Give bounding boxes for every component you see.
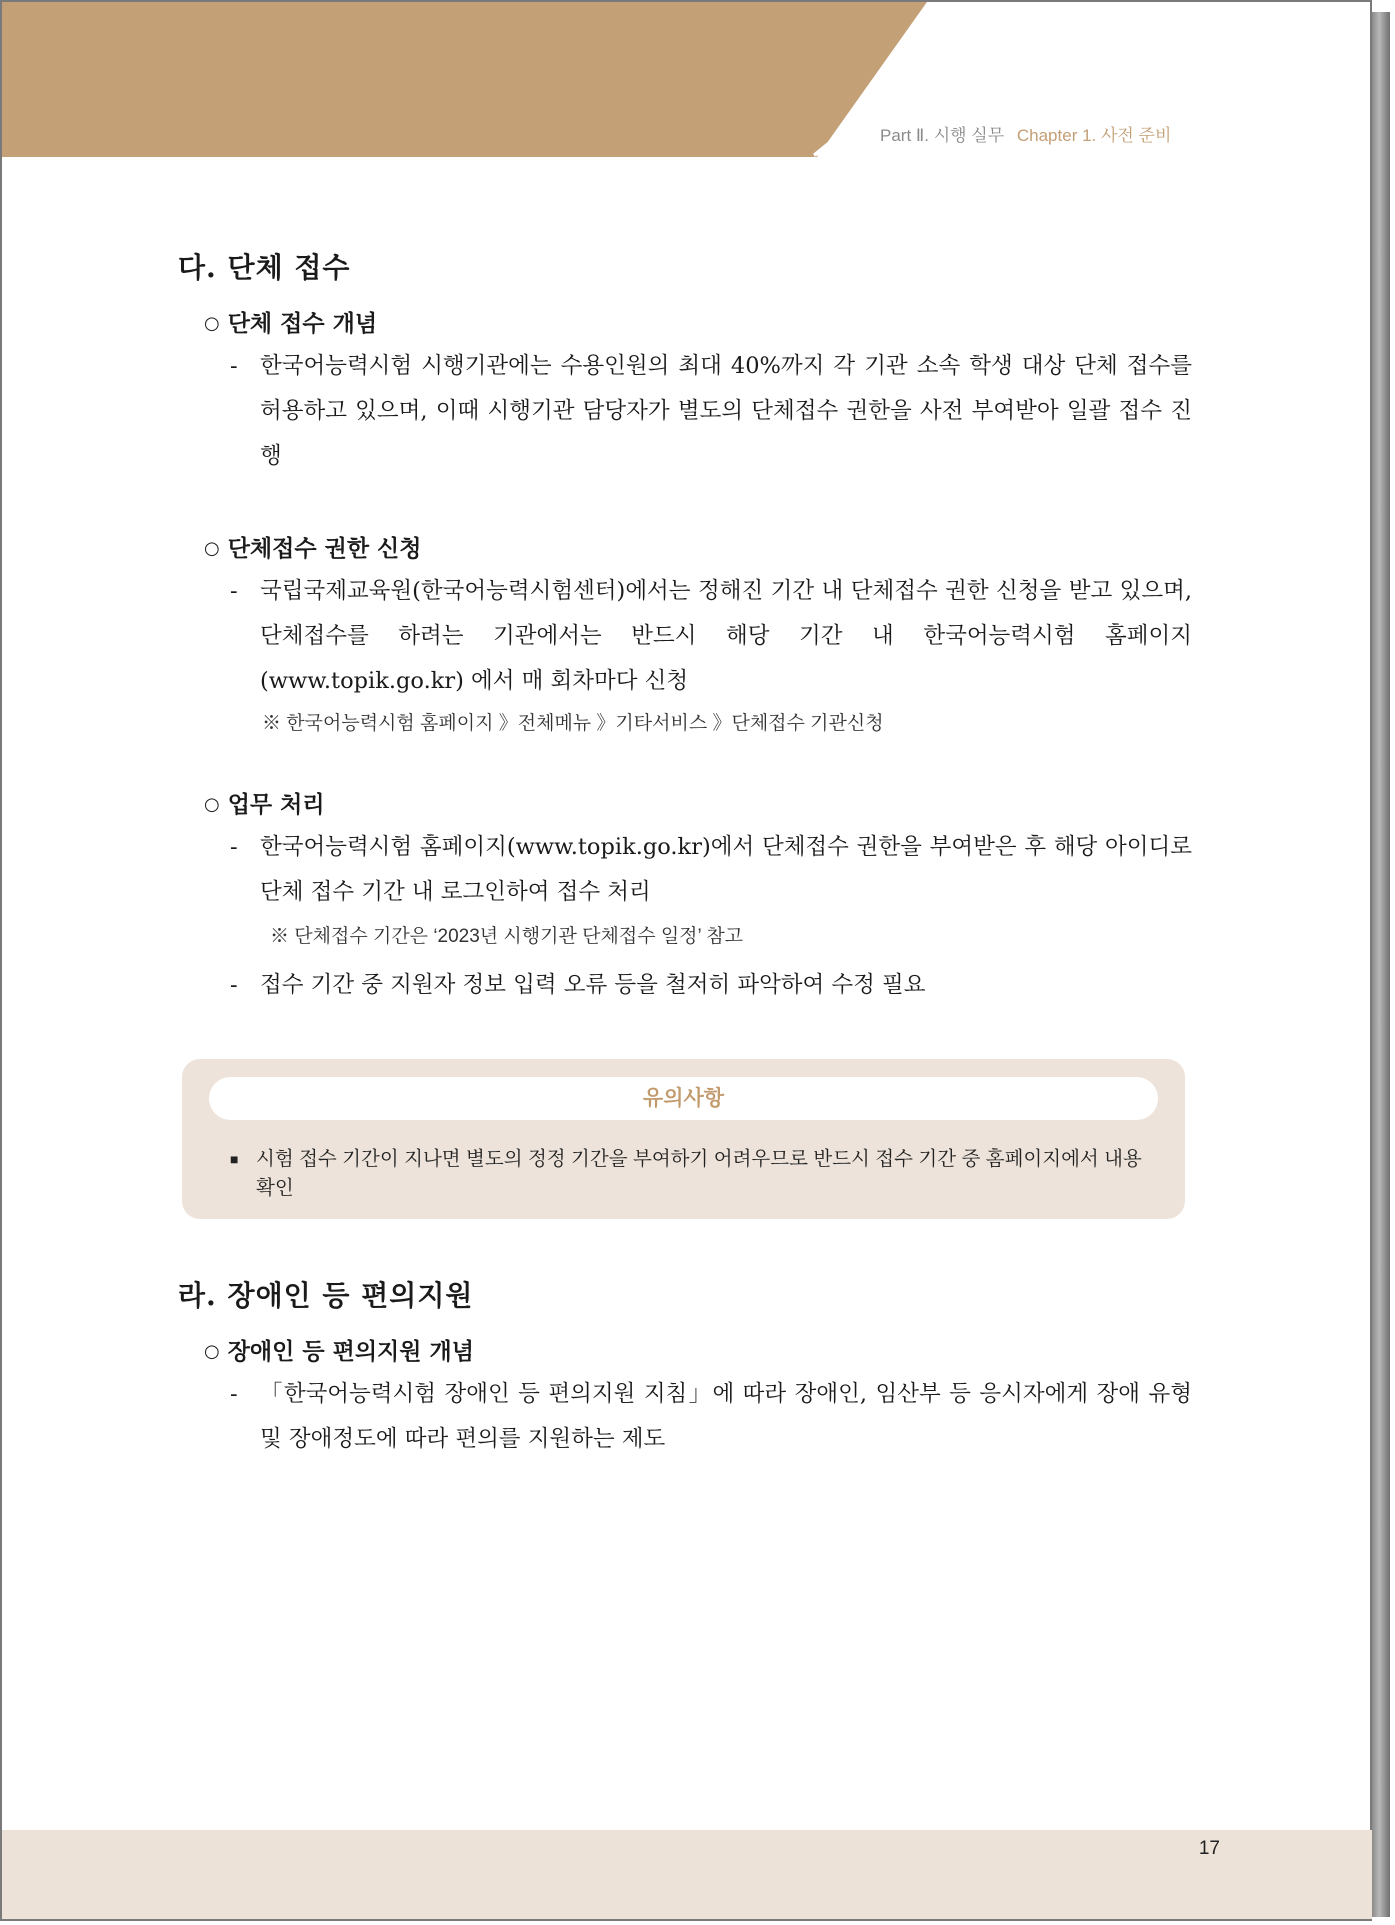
dash-bullet-icon: - bbox=[230, 578, 238, 604]
paragraph-concept bbox=[230, 344, 1192, 479]
section-title-ra: 라. 장애인 등 편의지원 bbox=[178, 1279, 474, 1312]
paragraph-apply-text: 국립국제교육원(한국어능력시험센터)에서는 정해진 기간 내 단체접수 권한 신청을 받고 있으며, 단체접수를 하려는 기관에서는 반드시 해당 기간 내 한국어능력시험 홈페이지(www.topik.go.kr) 에서 매 회차마다 신청 bbox=[260, 578, 1192, 694]
circle-bullet-icon: ○ bbox=[204, 794, 220, 815]
paragraph-disability bbox=[230, 1372, 1192, 1462]
header-band-fill bbox=[2, 2, 927, 157]
circle-bullet-icon: ○ bbox=[204, 313, 220, 334]
paragraph-process-1-text: 한국어능력시험 홈페이지(www.topik.go.kr)에서 단체접수 권한을 부여받은 후 해당 아이디로 단체 접수 기간 내 로그인하여 접수 처리 bbox=[260, 834, 1192, 905]
page-number: 17 bbox=[1198, 1838, 1220, 1859]
subheading-disability bbox=[204, 1333, 474, 1366]
note-apply: ※ 한국어능력시험 홈페이지 》전체메뉴 》기타서비스 》단체접수 기관신청 bbox=[262, 713, 884, 734]
circle-bullet-icon: ○ bbox=[204, 1341, 220, 1362]
header-part: Part Ⅱ. 시행 실무 bbox=[880, 126, 1005, 145]
running-header bbox=[880, 121, 1171, 146]
subheading-apply-label: 단체접수 권한 신청 bbox=[227, 535, 422, 562]
dash-bullet-icon: - bbox=[230, 353, 238, 379]
header-chapter: Chapter 1. 사전 준비 bbox=[1016, 126, 1172, 145]
paragraph-apply bbox=[230, 569, 1192, 704]
subheading-concept-label: 단체 접수 개념 bbox=[227, 310, 378, 337]
note-process: ※ 단체접수 기간은 ‘2023년 시행기관 단체접수 일정’ 참고 bbox=[270, 926, 744, 947]
dash-bullet-icon: - bbox=[230, 972, 238, 998]
subheading-process bbox=[204, 786, 325, 819]
subheading-apply bbox=[204, 530, 421, 563]
subheading-concept bbox=[204, 305, 377, 338]
dash-bullet-icon: - bbox=[230, 1381, 238, 1407]
notice-box bbox=[182, 1059, 1185, 1219]
circle-bullet-icon: ○ bbox=[204, 538, 220, 559]
subheading-disability-label: 장애인 등 편의지원 개념 bbox=[227, 1338, 474, 1365]
paragraph-disability-text: 「한국어능력시험 장애인 등 편의지원 지침」에 따라 장애인, 임산부 등 응시자에게 장애 유형 및 장애정도에 따라 편의를 지원하는 제도 bbox=[260, 1381, 1192, 1452]
dash-bullet-icon: - bbox=[230, 834, 238, 860]
paragraph-process-2-text: 접수 기간 중 지원자 정보 입력 오류 등을 철저히 파악하여 수정 필요 bbox=[260, 972, 926, 998]
notice-title: 유의사항 bbox=[209, 1077, 1158, 1120]
paragraph-concept-text: 한국어능력시험 시행기관에는 수용인원의 최대 40%까지 각 기관 소속 학생 대상 단체 접수를 허용하고 있으며, 이때 시행기관 담당자가 별도의 단체접수 권한을 사전 부여받아 일괄 접수 진행 bbox=[260, 353, 1192, 469]
notice-text: 시험 접수 기간이 지나면 별도의 정정 기간을 부여하기 어려우므로 반드시 접수 기간 중 홈페이지에서 내용 확인 bbox=[256, 1148, 1142, 1199]
page-edge bbox=[1372, 12, 1390, 1917]
paragraph-process-2 bbox=[230, 963, 1192, 1008]
section-title-da: 다. 단체 접수 bbox=[178, 251, 351, 284]
paragraph-process-1 bbox=[230, 825, 1192, 915]
notice-body bbox=[230, 1145, 1150, 1203]
square-bullet-icon: ■ bbox=[230, 1151, 239, 1167]
subheading-process-label: 업무 처리 bbox=[227, 791, 325, 818]
